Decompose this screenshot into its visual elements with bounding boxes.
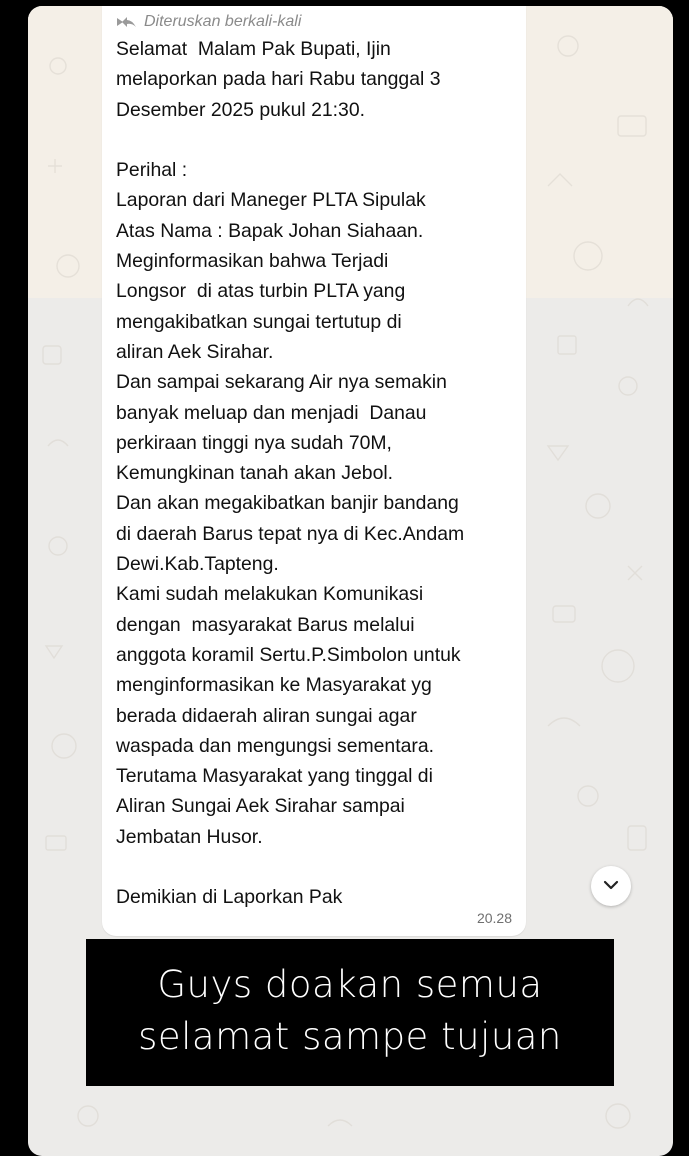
forwarded-indicator xyxy=(116,12,301,32)
message-line: Demikian di Laporkan Pak xyxy=(116,886,343,909)
message-text xyxy=(116,34,516,973)
caption-line-2: selamat sampe tujuan xyxy=(138,1015,562,1058)
message-line: Kami sudah melakukan Komunikasi xyxy=(116,583,424,606)
message-line: Kemungkinan tanah akan Jebol. xyxy=(116,462,394,485)
message-line: aliran Aek Sirahar. xyxy=(116,340,274,363)
message-line: dengan masyarakat Barus melalui xyxy=(116,613,415,636)
message-line: Aliran Sungai Aek Sirahar sampai xyxy=(116,795,405,818)
message-line: banyak meluap dan menjadi Danau xyxy=(116,401,427,424)
message-line: Selamat Malam Pak Bupati, Ijin xyxy=(116,38,391,60)
scroll-to-bottom-button[interactable] xyxy=(591,866,631,906)
message-line: Dewi.Kab.Tapteng. xyxy=(116,553,279,576)
message-line: Dan sampai sekarang Air nya semakin xyxy=(116,371,447,394)
message-line: melaporkan pada hari Rabu tanggal 3 xyxy=(116,68,441,91)
message-line: Terutama Masyarakat yang tinggal di xyxy=(116,765,433,788)
message-line: Meginformasikan bahwa Terjadi xyxy=(116,250,389,273)
message-line: mengakibatkan sungai tertutup di xyxy=(116,310,402,333)
message-line: Desember 2025 pukul 21:30. xyxy=(116,98,366,121)
message-line: menginformasikan ke Masyarakat yg xyxy=(116,674,432,697)
story-caption xyxy=(86,939,614,1086)
caption-line-1: Guys doakan semua xyxy=(157,963,543,1006)
message-line: perkiraan tinggi nya sudah 70M, xyxy=(116,431,392,454)
message-line: di daerah Barus tepat nya di Kec.Andam xyxy=(116,522,465,545)
message-line: Perihal : xyxy=(116,159,188,182)
message-line: Laporan dari Maneger PLTA Sipulak xyxy=(116,189,426,212)
double-forward-arrow-icon xyxy=(116,15,138,29)
forwarded-label: Diteruskan berkali-kali xyxy=(144,13,302,30)
message-line xyxy=(116,125,516,155)
message-line: Jembatan Husor. xyxy=(116,825,263,848)
chevron-down-icon xyxy=(603,877,619,895)
message-bubble[interactable] xyxy=(102,6,526,936)
message-timestamp: 20.28 xyxy=(476,910,512,926)
message-line: Dan akan megakibatkan banjir bandang xyxy=(116,492,459,515)
message-line xyxy=(116,852,516,882)
message-line: Longsor di atas turbin PLTA yang xyxy=(116,280,406,303)
message-line: berada didaerah aliran sungai agar xyxy=(116,704,417,727)
message-line: anggota koramil Sertu.P.Simbolon untuk xyxy=(116,643,461,666)
message-line: waspada dan mengungsi sementara. xyxy=(116,734,434,757)
message-line: Atas Nama : Bapak Johan Siahaan. xyxy=(116,219,424,242)
